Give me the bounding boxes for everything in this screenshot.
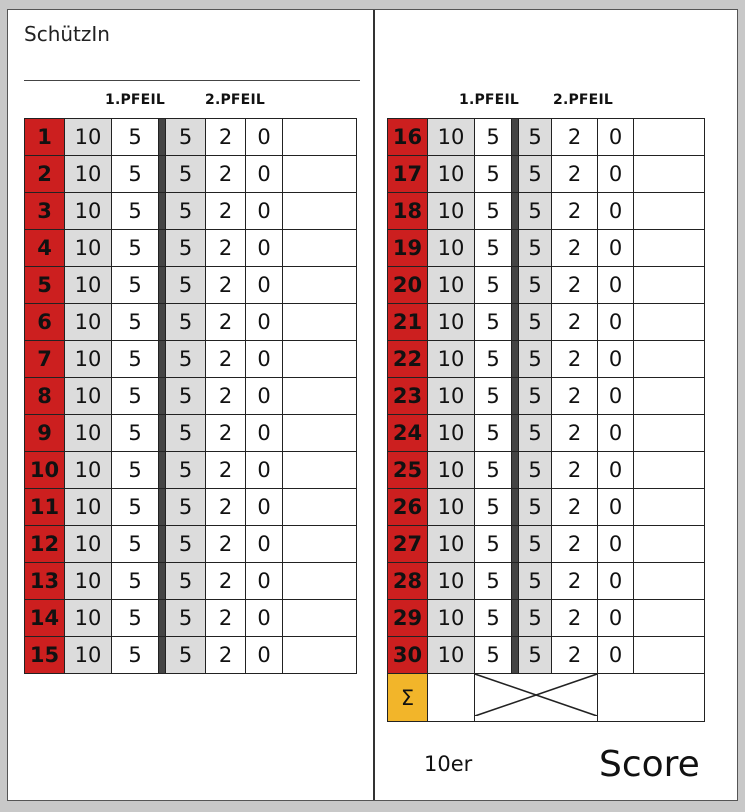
arrow2-five-cell[interactable]: 5: [166, 415, 206, 452]
arrow2-two-cell[interactable]: 2: [206, 156, 246, 193]
arrow1-five-cell[interactable]: 5: [475, 489, 512, 526]
arrow2-zero-cell[interactable]: 0: [246, 415, 283, 452]
arrow2-five-cell[interactable]: 5: [519, 452, 552, 489]
arrow2-five-cell[interactable]: 5: [166, 230, 206, 267]
score-row: [388, 637, 705, 674]
end-number: 23: [388, 378, 428, 415]
score-row: [25, 452, 357, 489]
end-total-cell[interactable]: [634, 526, 705, 563]
arrow2-two-cell[interactable]: 2: [552, 156, 598, 193]
score-sheet: [7, 9, 738, 801]
left-header-arrow2: 2.PFEIL: [205, 92, 265, 108]
arrow-separator: [159, 304, 166, 341]
end-number: 11: [25, 489, 65, 526]
arrow1-five-cell[interactable]: 5: [475, 230, 512, 267]
arrow-separator: [159, 156, 166, 193]
arrow1-ten-cell[interactable]: 10: [428, 637, 475, 674]
end-total-cell[interactable]: [283, 637, 357, 674]
end-number: 15: [25, 637, 65, 674]
arrow-separator: [159, 600, 166, 637]
arrow2-two-cell[interactable]: 2: [552, 452, 598, 489]
score-row: [25, 341, 357, 378]
score-row: [388, 600, 705, 637]
score-label: Score: [599, 744, 700, 785]
arrow2-zero-cell[interactable]: 0: [246, 600, 283, 637]
arrow2-two-cell[interactable]: 2: [206, 489, 246, 526]
end-number: 5: [25, 267, 65, 304]
end-total-cell[interactable]: [283, 378, 357, 415]
score-row: [388, 193, 705, 230]
arrow1-five-cell[interactable]: 5: [475, 341, 512, 378]
arrow1-five-cell[interactable]: 5: [475, 637, 512, 674]
arrow2-five-cell[interactable]: 5: [519, 415, 552, 452]
arrow2-two-cell[interactable]: 2: [206, 452, 246, 489]
score-row: [388, 230, 705, 267]
arrow1-ten-cell[interactable]: 10: [65, 489, 112, 526]
arrow1-ten-cell[interactable]: 10: [428, 563, 475, 600]
arrow-separator: [512, 304, 519, 341]
arrow-separator: [512, 119, 519, 156]
score-row: [25, 563, 357, 600]
arrow2-two-cell[interactable]: 2: [206, 526, 246, 563]
end-total-cell[interactable]: [283, 415, 357, 452]
arrow2-two-cell[interactable]: 2: [552, 193, 598, 230]
arrow1-five-cell[interactable]: 5: [475, 156, 512, 193]
end-number: 4: [25, 230, 65, 267]
arrow1-ten-cell[interactable]: 10: [428, 378, 475, 415]
arrow2-two-cell[interactable]: 2: [552, 304, 598, 341]
arrow1-ten-cell[interactable]: 10: [65, 452, 112, 489]
arrow2-five-cell[interactable]: 5: [519, 563, 552, 600]
arrow1-five-cell[interactable]: 5: [112, 156, 159, 193]
arrow2-zero-cell[interactable]: 0: [598, 193, 634, 230]
arrow2-five-cell[interactable]: 5: [166, 637, 206, 674]
end-total-cell[interactable]: [283, 119, 357, 156]
arrow2-five-cell[interactable]: 5: [166, 378, 206, 415]
left-header-arrow1: 1.PFEIL: [105, 92, 165, 108]
arrow1-ten-cell[interactable]: 10: [428, 489, 475, 526]
arrow2-zero-cell[interactable]: 0: [246, 119, 283, 156]
arrow-separator: [159, 267, 166, 304]
arrow2-two-cell[interactable]: 2: [206, 563, 246, 600]
arrow1-ten-cell[interactable]: 10: [65, 600, 112, 637]
arrow1-ten-cell[interactable]: 10: [65, 230, 112, 267]
end-total-cell[interactable]: [283, 267, 357, 304]
score-row: [388, 156, 705, 193]
arrow2-zero-cell[interactable]: 0: [246, 341, 283, 378]
arrow1-five-cell[interactable]: 5: [112, 378, 159, 415]
arrow2-zero-cell[interactable]: 0: [246, 452, 283, 489]
arrow-separator: [159, 378, 166, 415]
arrow2-two-cell[interactable]: 2: [552, 415, 598, 452]
end-number: 7: [25, 341, 65, 378]
arrow2-five-cell[interactable]: 5: [166, 563, 206, 600]
arrow1-ten-cell[interactable]: 10: [428, 193, 475, 230]
arrow1-ten-cell[interactable]: 10: [65, 119, 112, 156]
arrow2-five-cell[interactable]: 5: [519, 119, 552, 156]
column-divider: [373, 10, 375, 800]
sum-symbol: Σ: [388, 674, 428, 722]
arrow2-zero-cell[interactable]: 0: [598, 600, 634, 637]
score-row: [25, 526, 357, 563]
end-number: 17: [388, 156, 428, 193]
arrow1-five-cell[interactable]: 5: [112, 452, 159, 489]
arrow2-five-cell[interactable]: 5: [519, 526, 552, 563]
arrow2-five-cell[interactable]: 5: [166, 119, 206, 156]
arrow-separator: [512, 526, 519, 563]
arrow2-zero-cell[interactable]: 0: [246, 637, 283, 674]
end-total-cell[interactable]: [283, 156, 357, 193]
arrow1-ten-cell[interactable]: 10: [428, 415, 475, 452]
arrow2-zero-cell[interactable]: 0: [598, 267, 634, 304]
shooter-label: SchützIn: [24, 22, 110, 46]
arrow1-ten-cell[interactable]: 10: [65, 637, 112, 674]
right-header-arrow2: 2.PFEIL: [553, 92, 613, 108]
end-total-cell[interactable]: [634, 378, 705, 415]
arrow-separator: [159, 341, 166, 378]
arrow1-ten-cell[interactable]: 10: [65, 193, 112, 230]
sum-tens-cell[interactable]: [428, 674, 475, 722]
arrow-separator: [512, 341, 519, 378]
end-number: 16: [388, 119, 428, 156]
arrow1-five-cell[interactable]: 5: [112, 600, 159, 637]
end-number: 2: [25, 156, 65, 193]
end-total-cell[interactable]: [634, 341, 705, 378]
arrow1-five-cell[interactable]: 5: [112, 193, 159, 230]
end-number: 1: [25, 119, 65, 156]
arrow1-five-cell[interactable]: 5: [112, 415, 159, 452]
arrow1-ten-cell[interactable]: 10: [65, 341, 112, 378]
arrow1-five-cell[interactable]: 5: [112, 563, 159, 600]
arrow1-ten-cell[interactable]: 10: [428, 230, 475, 267]
end-number: 12: [25, 526, 65, 563]
end-number: 18: [388, 193, 428, 230]
arrow2-two-cell[interactable]: 2: [552, 230, 598, 267]
arrow1-ten-cell[interactable]: 10: [65, 267, 112, 304]
score-row: [388, 119, 705, 156]
end-number: 3: [25, 193, 65, 230]
arrow-separator: [512, 600, 519, 637]
arrow2-five-cell[interactable]: 5: [519, 304, 552, 341]
arrow1-ten-cell[interactable]: 10: [65, 526, 112, 563]
end-total-cell[interactable]: [634, 489, 705, 526]
arrow1-five-cell[interactable]: 5: [112, 230, 159, 267]
score-row: [25, 415, 357, 452]
arrow1-five-cell[interactable]: 5: [475, 193, 512, 230]
arrow2-two-cell[interactable]: 2: [206, 267, 246, 304]
end-number: 21: [388, 304, 428, 341]
arrow2-five-cell[interactable]: 5: [519, 489, 552, 526]
end-number: 19: [388, 230, 428, 267]
arrow1-five-cell[interactable]: 5: [475, 415, 512, 452]
score-row: [25, 193, 357, 230]
arrow2-five-cell[interactable]: 5: [519, 267, 552, 304]
end-total-cell[interactable]: [634, 230, 705, 267]
arrow1-ten-cell[interactable]: 10: [428, 119, 475, 156]
arrow1-five-cell[interactable]: 5: [475, 304, 512, 341]
end-number: 13: [25, 563, 65, 600]
arrow2-zero-cell[interactable]: 0: [246, 193, 283, 230]
arrow-separator: [159, 415, 166, 452]
end-total-cell[interactable]: [283, 304, 357, 341]
end-number: 20: [388, 267, 428, 304]
end-number: 29: [388, 600, 428, 637]
score-row: [25, 489, 357, 526]
score-row: [25, 119, 357, 156]
end-number: 6: [25, 304, 65, 341]
arrow2-zero-cell[interactable]: 0: [598, 156, 634, 193]
arrow2-two-cell[interactable]: 2: [206, 415, 246, 452]
arrow2-zero-cell[interactable]: 0: [246, 526, 283, 563]
arrow2-two-cell[interactable]: 2: [206, 193, 246, 230]
arrow1-ten-cell[interactable]: 10: [428, 341, 475, 378]
arrow2-five-cell[interactable]: 5: [519, 230, 552, 267]
arrow-separator: [159, 526, 166, 563]
arrow-separator: [159, 230, 166, 267]
end-total-cell[interactable]: [283, 563, 357, 600]
arrow2-five-cell[interactable]: 5: [166, 156, 206, 193]
score-row: [388, 267, 705, 304]
arrow2-five-cell[interactable]: 5: [519, 378, 552, 415]
end-number: 30: [388, 637, 428, 674]
arrow-separator: [512, 230, 519, 267]
arrow1-five-cell[interactable]: 5: [475, 526, 512, 563]
arrow-separator: [512, 415, 519, 452]
end-number: 14: [25, 600, 65, 637]
arrow2-zero-cell[interactable]: 0: [598, 230, 634, 267]
end-total-cell[interactable]: [634, 193, 705, 230]
arrow2-five-cell[interactable]: 5: [166, 526, 206, 563]
arrow1-ten-cell[interactable]: 10: [428, 600, 475, 637]
arrow2-zero-cell[interactable]: 0: [598, 119, 634, 156]
left-score-table: [24, 118, 357, 674]
arrow2-zero-cell[interactable]: 0: [246, 230, 283, 267]
arrow1-ten-cell[interactable]: 10: [65, 378, 112, 415]
sum-score-cell[interactable]: [598, 674, 705, 722]
arrow2-two-cell[interactable]: 2: [552, 119, 598, 156]
right-score-table: [387, 118, 705, 722]
arrow2-zero-cell[interactable]: 0: [246, 489, 283, 526]
score-row: [388, 378, 705, 415]
end-number: 8: [25, 378, 65, 415]
end-number: 27: [388, 526, 428, 563]
end-total-cell[interactable]: [634, 563, 705, 600]
end-number: 22: [388, 341, 428, 378]
end-number: 9: [25, 415, 65, 452]
arrow1-five-cell[interactable]: 5: [112, 304, 159, 341]
arrow2-zero-cell[interactable]: 0: [598, 526, 634, 563]
arrow-separator: [159, 452, 166, 489]
score-row: [25, 637, 357, 674]
arrow2-five-cell[interactable]: 5: [166, 341, 206, 378]
arrow1-five-cell[interactable]: 5: [475, 378, 512, 415]
arrow2-five-cell[interactable]: 5: [519, 156, 552, 193]
arrow2-five-cell[interactable]: 5: [166, 193, 206, 230]
arrow2-two-cell[interactable]: 2: [206, 119, 246, 156]
arrow2-zero-cell[interactable]: 0: [598, 341, 634, 378]
end-total-cell[interactable]: [283, 341, 357, 378]
end-total-cell[interactable]: [283, 489, 357, 526]
score-row: [25, 600, 357, 637]
end-number: 24: [388, 415, 428, 452]
arrow1-ten-cell[interactable]: 10: [65, 304, 112, 341]
score-row: [25, 230, 357, 267]
right-header-arrow1: 1.PFEIL: [459, 92, 519, 108]
tens-label: 10er: [424, 752, 473, 776]
arrow2-two-cell[interactable]: 2: [552, 378, 598, 415]
score-row: [388, 452, 705, 489]
score-row: [25, 304, 357, 341]
score-row: [388, 304, 705, 341]
arrow2-zero-cell[interactable]: 0: [598, 378, 634, 415]
arrow1-ten-cell[interactable]: 10: [428, 526, 475, 563]
arrow2-two-cell[interactable]: 2: [552, 526, 598, 563]
score-row: [25, 267, 357, 304]
arrow2-zero-cell[interactable]: 0: [246, 378, 283, 415]
arrow2-zero-cell[interactable]: 0: [598, 452, 634, 489]
end-total-cell[interactable]: [283, 230, 357, 267]
score-row: [388, 415, 705, 452]
arrow2-zero-cell[interactable]: 0: [598, 637, 634, 674]
arrow2-zero-cell[interactable]: 0: [598, 489, 634, 526]
arrow-separator: [512, 637, 519, 674]
arrow1-ten-cell[interactable]: 10: [65, 563, 112, 600]
arrow1-five-cell[interactable]: 5: [475, 267, 512, 304]
end-total-cell[interactable]: [634, 452, 705, 489]
end-total-cell[interactable]: [283, 600, 357, 637]
sum-row: [388, 674, 705, 722]
end-number: 26: [388, 489, 428, 526]
arrow1-ten-cell[interactable]: 10: [428, 267, 475, 304]
arrow2-five-cell[interactable]: 5: [166, 489, 206, 526]
arrow2-two-cell[interactable]: 2: [552, 637, 598, 674]
arrow-separator: [512, 378, 519, 415]
arrow-separator: [159, 119, 166, 156]
arrow2-two-cell[interactable]: 2: [206, 230, 246, 267]
score-row: [25, 378, 357, 415]
arrow2-five-cell[interactable]: 5: [166, 600, 206, 637]
arrow-separator: [512, 489, 519, 526]
arrow2-two-cell[interactable]: 2: [552, 267, 598, 304]
arrow1-five-cell[interactable]: 5: [475, 563, 512, 600]
arrow2-five-cell[interactable]: 5: [519, 637, 552, 674]
end-total-cell[interactable]: [634, 267, 705, 304]
arrow2-zero-cell[interactable]: 0: [246, 563, 283, 600]
arrow2-five-cell[interactable]: 5: [166, 267, 206, 304]
arrow-separator: [512, 452, 519, 489]
end-total-cell[interactable]: [634, 156, 705, 193]
arrow2-two-cell[interactable]: 2: [552, 600, 598, 637]
arrow2-two-cell[interactable]: 2: [206, 341, 246, 378]
arrow2-five-cell[interactable]: 5: [166, 452, 206, 489]
end-total-cell[interactable]: [283, 526, 357, 563]
end-total-cell[interactable]: [634, 119, 705, 156]
end-total-cell[interactable]: [283, 193, 357, 230]
arrow2-zero-cell[interactable]: 0: [598, 415, 634, 452]
crossed-cell: [475, 674, 598, 722]
arrow1-five-cell[interactable]: 5: [112, 341, 159, 378]
arrow-separator: [159, 637, 166, 674]
arrow-separator: [159, 489, 166, 526]
arrow2-five-cell[interactable]: 5: [519, 341, 552, 378]
end-number: 10: [25, 452, 65, 489]
end-total-cell[interactable]: [634, 304, 705, 341]
arrow-separator: [512, 193, 519, 230]
arrow1-five-cell[interactable]: 5: [112, 119, 159, 156]
end-total-cell[interactable]: [634, 637, 705, 674]
score-row: [388, 563, 705, 600]
arrow2-two-cell[interactable]: 2: [206, 637, 246, 674]
arrow1-ten-cell[interactable]: 10: [428, 452, 475, 489]
arrow2-five-cell[interactable]: 5: [166, 304, 206, 341]
end-total-cell[interactable]: [634, 415, 705, 452]
arrow2-zero-cell[interactable]: 0: [246, 304, 283, 341]
arrow2-zero-cell[interactable]: 0: [246, 267, 283, 304]
arrow2-five-cell[interactable]: 5: [519, 600, 552, 637]
arrow2-two-cell[interactable]: 2: [206, 378, 246, 415]
score-row: [388, 489, 705, 526]
end-number: 25: [388, 452, 428, 489]
arrow-separator: [512, 156, 519, 193]
arrow1-five-cell[interactable]: 5: [475, 452, 512, 489]
score-row: [388, 526, 705, 563]
score-row: [388, 341, 705, 378]
end-total-cell[interactable]: [634, 600, 705, 637]
arrow2-zero-cell[interactable]: 0: [246, 156, 283, 193]
arrow2-two-cell[interactable]: 2: [206, 600, 246, 637]
arrow1-five-cell[interactable]: 5: [112, 489, 159, 526]
arrow1-five-cell[interactable]: 5: [112, 637, 159, 674]
arrow-separator: [512, 267, 519, 304]
arrow-separator: [159, 193, 166, 230]
arrow-separator: [159, 563, 166, 600]
arrow2-two-cell[interactable]: 2: [206, 304, 246, 341]
shooter-name-line[interactable]: [24, 80, 360, 81]
arrow1-ten-cell[interactable]: 10: [65, 156, 112, 193]
arrow1-five-cell[interactable]: 5: [475, 600, 512, 637]
arrow1-five-cell[interactable]: 5: [112, 526, 159, 563]
score-row: [25, 156, 357, 193]
arrow2-two-cell[interactable]: 2: [552, 489, 598, 526]
arrow-separator: [512, 563, 519, 600]
arrow2-two-cell[interactable]: 2: [552, 563, 598, 600]
end-number: 28: [388, 563, 428, 600]
end-total-cell[interactable]: [283, 452, 357, 489]
cross-icon: [475, 674, 597, 716]
arrow1-ten-cell[interactable]: 10: [428, 304, 475, 341]
arrow1-ten-cell[interactable]: 10: [65, 415, 112, 452]
arrow2-zero-cell[interactable]: 0: [598, 563, 634, 600]
arrow2-two-cell[interactable]: 2: [552, 341, 598, 378]
arrow1-ten-cell[interactable]: 10: [428, 156, 475, 193]
arrow2-zero-cell[interactable]: 0: [598, 304, 634, 341]
arrow1-five-cell[interactable]: 5: [475, 119, 512, 156]
arrow2-five-cell[interactable]: 5: [519, 193, 552, 230]
arrow1-five-cell[interactable]: 5: [112, 267, 159, 304]
